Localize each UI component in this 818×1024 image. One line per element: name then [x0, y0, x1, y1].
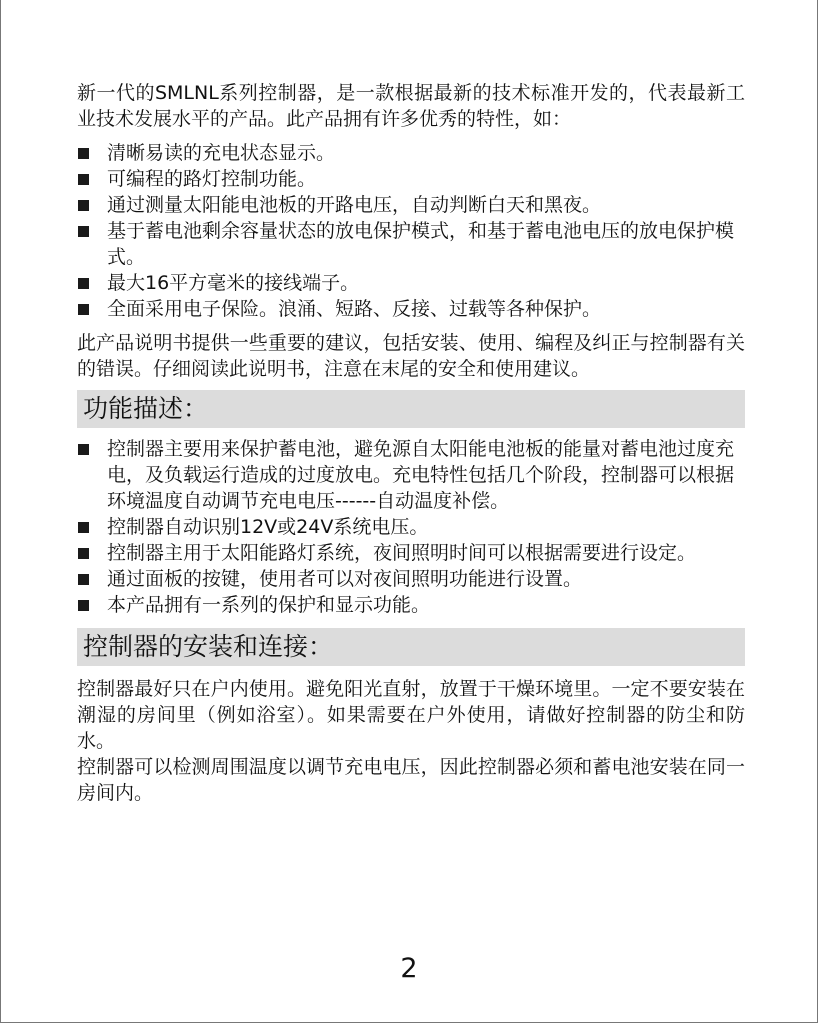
function-text: 控制器主要用来保护蓄电池，避免源自太阳能电池板的能量对蓄电池过度充电，及负载运行造成的过度放电。充电特性包括几个阶段，控制器可以根据环境温度自动调节充电电压------自动温度补偿。: [107, 438, 735, 512]
feature-item: [77, 192, 745, 218]
feature-text: 可编程的路灯控制功能。: [107, 168, 317, 190]
feature-item: [77, 140, 745, 166]
square-bullet-icon: [78, 200, 89, 211]
function-item: [77, 436, 745, 514]
install-paragraph: 控制器可以检测周围温度以调节充电电压，因此控制器必须和蓄电池安装在同一房间内。: [77, 756, 745, 804]
document-body: [77, 80, 745, 806]
square-bullet-icon: [78, 148, 89, 159]
function-item: [77, 566, 745, 592]
function-text: 控制器主用于太阳能路灯系统，夜间照明时间可以根据需要进行设定。: [107, 542, 697, 564]
install-paragraph: 控制器最好只在户内使用。避免阳光直射，放置于干燥环境里。一定不要安装在潮湿的房间里（例如浴室）。如果需要在户外使用，请做好控制器的防尘和防水。: [77, 678, 745, 752]
square-bullet-icon: [78, 444, 89, 455]
function-text: 本产品拥有一系列的保护和显示功能。: [107, 594, 431, 616]
feature-text: 通过测量太阳能电池板的开路电压，自动判断白天和黑夜。: [107, 194, 602, 216]
intro-paragraph: 新一代的SMLNL系列控制器，是一款根据最新的技术标准开发的，代表最新工业技术发展水平的产品。此产品拥有许多优秀的特性，如：: [77, 82, 745, 130]
square-bullet-icon: [78, 174, 89, 185]
manual-note-paragraph: 此产品说明书提供一些重要的建议，包括安装、使用、编程及纠正与控制器有关的错误。仔细阅读此说明书，注意在末尾的安全和使用建议。: [77, 332, 745, 380]
feature-text: 全面采用电子保险。浪涌、短路、反接、过载等各种保护。: [107, 298, 602, 320]
feature-item: [77, 166, 745, 192]
square-bullet-icon: [78, 574, 89, 585]
function-section-heading: 功能描述：: [77, 390, 745, 428]
function-text: 控制器自动识别12V或24V系统电压。: [107, 516, 429, 538]
feature-item: [77, 296, 745, 322]
feature-item: [77, 218, 745, 270]
feature-text: 基于蓄电池剩余容量状态的放电保护模式，和基于蓄电池电压的放电保护模式。: [107, 220, 735, 268]
function-text: 通过面板的按键，使用者可以对夜间照明功能进行设置。: [107, 568, 583, 590]
feature-text: 清晰易读的充电状态显示。: [107, 142, 336, 164]
function-item: [77, 540, 745, 566]
function-item: [77, 592, 745, 618]
square-bullet-icon: [78, 226, 89, 237]
feature-item: [77, 270, 745, 296]
page-number: 2: [400, 953, 418, 984]
function-list: [77, 436, 745, 618]
square-bullet-icon: [78, 548, 89, 559]
square-bullet-icon: [78, 522, 89, 533]
square-bullet-icon: [78, 600, 89, 611]
square-bullet-icon: [78, 278, 89, 289]
square-bullet-icon: [78, 304, 89, 315]
install-section-heading: 控制器的安装和连接：: [77, 628, 745, 666]
feature-text: 最大16平方毫米的接线端子。: [107, 272, 360, 294]
feature-list: [77, 140, 745, 322]
function-item: [77, 514, 745, 540]
